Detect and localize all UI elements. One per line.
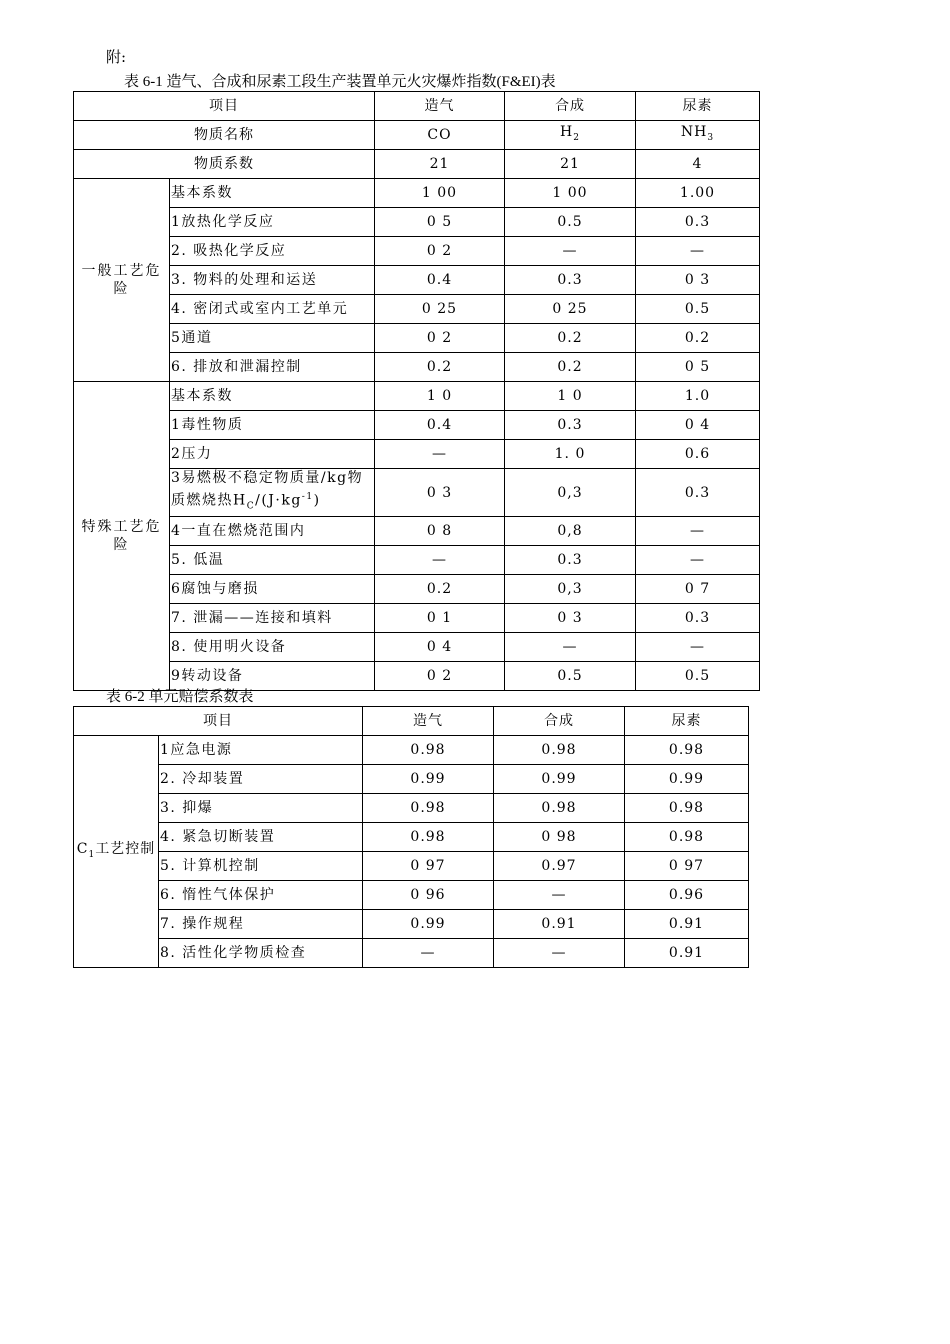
special-hazard-value: 0.5 <box>636 662 760 691</box>
special-hazard-value: 0,3 <box>505 469 636 517</box>
material-name-row-value: $H_2$ <box>505 121 636 150</box>
special-hazard-value: — <box>375 440 505 469</box>
compensation-value: 0.96 <box>625 881 749 910</box>
special-hazard-row <box>74 546 760 575</box>
general-hazard-value: 0.3 <box>636 208 760 237</box>
compensation-item-label: 2. 冷却装置 <box>159 765 363 794</box>
general-hazard-row <box>74 179 760 208</box>
general-hazard-value: 0.5 <box>505 208 636 237</box>
compensation-row <box>74 823 749 852</box>
compensation-value: 0.91 <box>625 939 749 968</box>
header-col-1: 造气 <box>375 92 505 121</box>
special-hazard-value: 1.0 <box>636 382 760 411</box>
special-hazard-value: 0,3 <box>505 575 636 604</box>
process-control-title: $C_1$工艺控制 <box>74 736 159 968</box>
general-hazard-value: 1.00 <box>636 179 760 208</box>
material-factor-row-value: 21 <box>505 150 636 179</box>
special-hazard-value: 1. 0 <box>505 440 636 469</box>
header-row <box>74 707 749 736</box>
table2-caption: 表 6-2 单元赔偿系数表 <box>106 689 254 705</box>
material-name-row-value: CO <box>375 121 505 150</box>
general-hazard-value: 0 5 <box>636 353 760 382</box>
compensation-item-label: 5. 计算机控制 <box>159 852 363 881</box>
compensation-value: — <box>494 881 625 910</box>
compensation-value: 0.99 <box>494 765 625 794</box>
compensation-value: 0 98 <box>494 823 625 852</box>
compensation-item-label: 7. 操作规程 <box>159 910 363 939</box>
general-hazard-value: 0 25 <box>505 295 636 324</box>
compensation-value: 0 96 <box>363 881 494 910</box>
header-col-3: 尿素 <box>625 707 749 736</box>
general-hazard-value: 0.3 <box>505 266 636 295</box>
special-hazard-value: 0 3 <box>505 604 636 633</box>
special-hazard-row <box>74 633 760 662</box>
special-hazard-item-label: 7. 泄漏——连接和填料 <box>170 604 375 633</box>
annex-label: 附: <box>106 48 127 66</box>
header-col-3: 尿素 <box>636 92 760 121</box>
general-hazard-item-label: 4. 密闭式或室内工艺单元 <box>170 295 375 324</box>
header-item: 项目 <box>74 92 375 121</box>
material-name-row-value: $NH_3$ <box>636 121 760 150</box>
general-hazard-value: 0 5 <box>375 208 505 237</box>
special-hazard-value: 0.4 <box>375 411 505 440</box>
special-hazard-value: 1 0 <box>375 382 505 411</box>
compensation-value: 0.99 <box>363 765 494 794</box>
special-hazard-title: 特殊工艺危险 <box>74 382 170 691</box>
compensation-value: 0.97 <box>494 852 625 881</box>
compensation-row <box>74 910 749 939</box>
special-hazard-item-label: 4一直在燃烧范围内 <box>170 517 375 546</box>
general-hazard-value: 1 00 <box>375 179 505 208</box>
general-hazard-item-label: 6. 排放和泄漏控制 <box>170 353 375 382</box>
general-hazard-item-label: 3. 物料的处理和运送 <box>170 266 375 295</box>
special-hazard-value: 0.3 <box>636 469 760 517</box>
material-factor-row-value: 4 <box>636 150 760 179</box>
special-hazard-value: 0 7 <box>636 575 760 604</box>
compensation-row <box>74 736 749 765</box>
special-hazard-value: 0.5 <box>505 662 636 691</box>
special-hazard-item-label: 2压力 <box>170 440 375 469</box>
general-hazard-value: 0 2 <box>375 237 505 266</box>
header-col-2: 合成 <box>505 92 636 121</box>
general-hazard-value: 0 25 <box>375 295 505 324</box>
special-hazard-item-label: 1毒性物质 <box>170 411 375 440</box>
compensation-value: 0 97 <box>363 852 494 881</box>
special-hazard-item-label: 基本系数 <box>170 382 375 411</box>
special-hazard-value: 0,8 <box>505 517 636 546</box>
special-hazard-row <box>74 411 760 440</box>
special-hazard-item-label: 8. 使用明火设备 <box>170 633 375 662</box>
special-hazard-value: 0.2 <box>375 575 505 604</box>
special-hazard-value: — <box>636 517 760 546</box>
general-hazard-row <box>74 324 760 353</box>
compensation-row <box>74 852 749 881</box>
fei-table <box>73 91 760 691</box>
compensation-value: 0.91 <box>625 910 749 939</box>
material-factor-row <box>74 150 760 179</box>
compensation-value: 0.98 <box>625 823 749 852</box>
special-hazard-value: 0 8 <box>375 517 505 546</box>
general-hazard-item-label: 1放热化学反应 <box>170 208 375 237</box>
special-hazard-value: 0 4 <box>636 411 760 440</box>
special-hazard-row <box>74 604 760 633</box>
special-hazard-value: 0 1 <box>375 604 505 633</box>
general-hazard-item-label: 基本系数 <box>170 179 375 208</box>
compensation-item-label: 6. 惰性气体保护 <box>159 881 363 910</box>
special-hazard-row <box>74 517 760 546</box>
general-hazard-value: 0 3 <box>636 266 760 295</box>
material-factor-row-label: 物质系数 <box>74 150 375 179</box>
compensation-row <box>74 765 749 794</box>
general-hazard-row <box>74 237 760 266</box>
compensation-value: 0.99 <box>625 765 749 794</box>
header-row <box>74 92 760 121</box>
compensation-item-label: 8. 活性化学物质检查 <box>159 939 363 968</box>
compensation-value: 0.98 <box>625 736 749 765</box>
special-hazard-item-label: 6腐蚀与磨损 <box>170 575 375 604</box>
general-hazard-value: — <box>505 237 636 266</box>
special-hazard-row <box>74 575 760 604</box>
general-hazard-value: 0 2 <box>375 324 505 353</box>
table1-caption: 表 6-1 造气、合成和尿素工段生产装置单元火灾爆炸指数(F&EI)表 <box>124 74 556 90</box>
compensation-item-label: 3. 抑爆 <box>159 794 363 823</box>
special-hazard-value: 0 4 <box>375 633 505 662</box>
special-hazard-value: 0.3 <box>505 411 636 440</box>
compensation-value: 0 97 <box>625 852 749 881</box>
general-hazard-row <box>74 295 760 324</box>
general-hazard-title: 一般工艺危险 <box>74 179 170 382</box>
general-hazard-value: 0.2 <box>636 324 760 353</box>
compensation-value: 0.98 <box>363 794 494 823</box>
special-hazard-value: — <box>636 546 760 575</box>
material-name-row <box>74 121 760 150</box>
general-hazard-value: 0.2 <box>505 324 636 353</box>
special-hazard-value: — <box>505 633 636 662</box>
compensation-value: 0.98 <box>363 823 494 852</box>
header-col-2: 合成 <box>494 707 625 736</box>
general-hazard-value: 0.5 <box>636 295 760 324</box>
special-hazard-item-label: 3易燃极不稳定物质量/kg物质燃烧热$H_C/(J\cdot kg^{-1})$ <box>170 469 375 517</box>
special-hazard-value: 1 0 <box>505 382 636 411</box>
compensation-value: 0.98 <box>494 794 625 823</box>
special-hazard-row <box>74 382 760 411</box>
compensation-value: — <box>363 939 494 968</box>
special-hazard-row <box>74 469 760 517</box>
special-hazard-value: — <box>375 546 505 575</box>
special-hazard-value: 0.3 <box>505 546 636 575</box>
special-hazard-item-label: 5. 低温 <box>170 546 375 575</box>
compensation-value: 0.99 <box>363 910 494 939</box>
general-hazard-item-label: 2. 吸热化学反应 <box>170 237 375 266</box>
special-hazard-row <box>74 440 760 469</box>
general-hazard-value: 0.2 <box>505 353 636 382</box>
compensation-value: 0.98 <box>625 794 749 823</box>
compensation-table <box>73 706 749 968</box>
material-factor-row-value: 21 <box>375 150 505 179</box>
header-col-1: 造气 <box>363 707 494 736</box>
general-hazard-row <box>74 353 760 382</box>
special-hazard-value: 0.6 <box>636 440 760 469</box>
special-hazard-item-label: 9转动设备 <box>170 662 375 691</box>
general-hazard-item-label: 5通道 <box>170 324 375 353</box>
compensation-row <box>74 881 749 910</box>
special-hazard-value: 0.3 <box>636 604 760 633</box>
special-hazard-value: 0 3 <box>375 469 505 517</box>
compensation-item-label: 4. 紧急切断装置 <box>159 823 363 852</box>
general-hazard-row <box>74 266 760 295</box>
compensation-value: — <box>494 939 625 968</box>
general-hazard-value: 0.2 <box>375 353 505 382</box>
compensation-row <box>74 794 749 823</box>
compensation-row <box>74 939 749 968</box>
general-hazard-value: 1 00 <box>505 179 636 208</box>
header-item: 项目 <box>74 707 363 736</box>
compensation-value: 0.98 <box>363 736 494 765</box>
compensation-item-label: 1应急电源 <box>159 736 363 765</box>
general-hazard-value: — <box>636 237 760 266</box>
general-hazard-value: 0.4 <box>375 266 505 295</box>
general-hazard-row <box>74 208 760 237</box>
compensation-value: 0.98 <box>494 736 625 765</box>
special-hazard-value: 0 2 <box>375 662 505 691</box>
material-name-row-label: 物质名称 <box>74 121 375 150</box>
compensation-value: 0.91 <box>494 910 625 939</box>
special-hazard-value: — <box>636 633 760 662</box>
